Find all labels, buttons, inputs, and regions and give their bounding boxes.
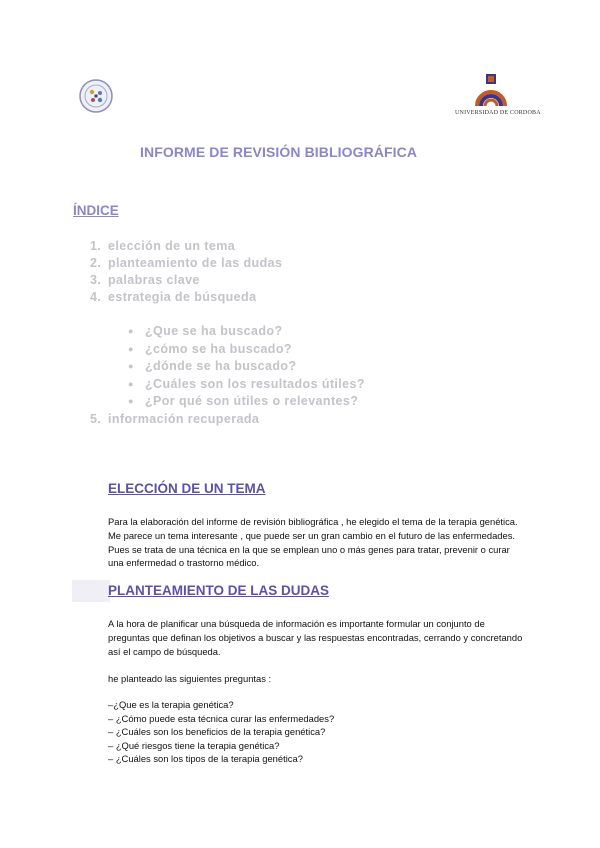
question-item: – ¿Qué riesgos tiene la terapia genética?: [108, 739, 280, 751]
bullet-icon: ●: [128, 343, 134, 354]
index-item: 2. planteamiento de las dudas: [90, 256, 283, 270]
index-subitem: ● ¿Por qué son útiles o relevantes?: [128, 393, 365, 411]
index-list-continued: [90, 411, 259, 428]
questions-list: [108, 698, 334, 766]
section-paragraph: A la hora de planificar una búsqueda de información es importante formular un conjunto de preguntas que definan los objetivos a buscar y las respuestas encontradas, cerrando y concretando así el campo de búsqueda.: [108, 618, 523, 657]
index-item: 4. estrategia de búsqueda: [90, 290, 257, 304]
index-item: 5. información recuperada: [90, 412, 260, 426]
index-sublist: [128, 323, 365, 411]
heading-shadow: [72, 580, 110, 602]
bullet-icon: ●: [128, 396, 134, 407]
question-item: – ¿Cómo puede esta técnica curar las enfermedades?: [108, 712, 335, 724]
university-of-cordoba-logo-icon: [455, 72, 541, 122]
index-item: 3. palabras clave: [90, 273, 200, 287]
questions-intro: he planteado las siguientes preguntas :: [108, 673, 272, 684]
index-subitem: ● ¿cómo se ha buscado?: [128, 341, 365, 359]
section-paragraph: Para la elaboración del informe de revisión bibliográfica , he elegido el tema de la terapia genética. Me parece un tema interesante , que puede ser un gran cambio en el futuro de las enfermedades. Pues se trata de una técnica en la que se emplean uno o más genes para tratar, prevenir o curar una enfermedad o trastorno médico.: [108, 516, 518, 569]
university-seal-icon: [78, 78, 114, 114]
section-heading-planteamiento: PLANTEAMIENTO DE LAS DUDAS: [108, 583, 330, 598]
logo-text: UNIVERSIDAD DE CORDOBA: [455, 110, 541, 116]
question-item: –¿Que es la terapia genética?: [108, 699, 234, 710]
bullet-icon: ●: [128, 361, 134, 372]
index-subitem: ● ¿Que se ha buscado?: [128, 323, 365, 341]
index-list: [90, 238, 282, 306]
bullet-icon: ●: [128, 378, 134, 389]
index-subitem: ● ¿dónde se ha buscado?: [128, 358, 365, 376]
question-item: – ¿Cuáles son los beneficios de la terapia genética?: [108, 726, 326, 738]
bullet-icon: ●: [128, 326, 134, 336]
section-heading-eleccion: ELECCIÓN DE UN TEMA: [108, 481, 266, 496]
index-subitem: ● ¿Cuáles son los resultados útiles?: [128, 376, 365, 394]
question-item: – ¿Cuáles son los tipos de la terapia genética?: [108, 753, 303, 765]
index-item: 1. elección de un tema: [90, 239, 236, 253]
document-title: INFORME DE REVISIÓN BIBLIOGRÁFICA: [140, 144, 418, 160]
index-heading: ÍNDICE: [73, 203, 119, 218]
